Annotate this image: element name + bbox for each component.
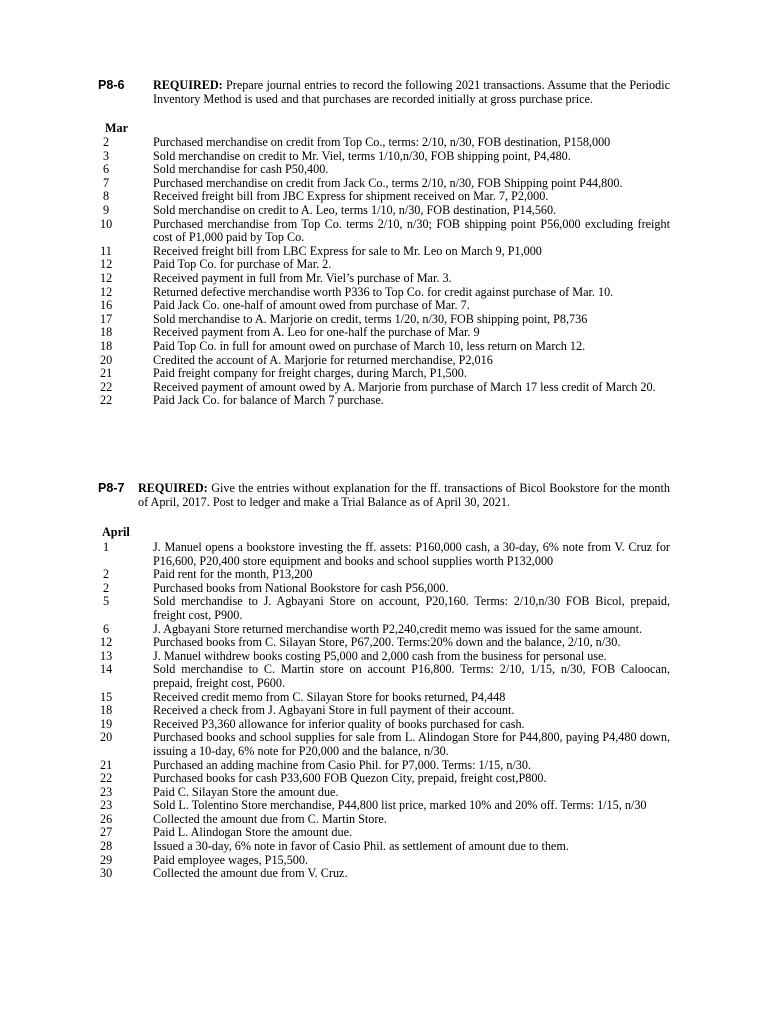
transaction-text: Paid rent for the month, P13,200	[153, 567, 313, 582]
transaction-text: Paid Jack Co. for balance of March 7 purchase.	[153, 393, 384, 408]
transaction-day	[0, 786, 112, 800]
problem-instructions	[138, 482, 670, 509]
transaction-row	[0, 299, 768, 313]
day-number: 21	[100, 366, 113, 381]
transaction-day	[0, 867, 112, 881]
transaction-text: J. Manuel opens a bookstore investing the ff. assets: P160,000 cash, a 30-day, 6% note from V. Cruz for P16,600, P20,400 store equipment and books and school supplies worth P132,000	[153, 540, 670, 568]
day-number: 10	[100, 216, 113, 231]
transaction-row	[0, 326, 768, 340]
day-number: 2	[102, 580, 110, 595]
day-number: 7	[102, 175, 110, 190]
transaction-row	[0, 840, 768, 854]
transaction-day	[0, 650, 112, 664]
day-number: 12	[100, 635, 113, 650]
transaction-row	[0, 204, 768, 218]
day-number: 18	[100, 703, 113, 718]
transaction-day	[0, 691, 112, 705]
transaction-text: Received freight bill from LBC Express for sale to Mr. Leo on March 9, P1,000	[153, 243, 542, 258]
transaction-text: Purchased books from National Bookstore for cash P56,000.	[153, 580, 449, 595]
transaction-list	[0, 541, 768, 881]
month-heading: April	[102, 525, 130, 539]
day-number: 20	[100, 352, 113, 367]
transaction-text: Received payment in full from Mr. Viel’s purchase of Mar. 3.	[153, 270, 452, 285]
transaction-day	[0, 731, 112, 758]
transaction-text: Collected the amount due from C. Martin Store.	[153, 811, 387, 826]
day-number: 2	[102, 135, 110, 149]
transaction-row	[0, 636, 768, 650]
day-number: 9	[102, 202, 110, 217]
transaction-row	[0, 136, 768, 150]
day-number: 19	[100, 716, 113, 731]
transaction-day	[0, 799, 112, 813]
transaction-day	[0, 258, 112, 272]
transaction-day	[0, 759, 112, 773]
transaction-row	[0, 650, 768, 664]
transaction-text: Purchased books and school supplies for sale from L. Alindogan Store for P44,800, paying P4,480 down, issuing a 10-day, 6% note for P20,000 and the balance, n/30.	[153, 730, 670, 758]
transaction-text: Sold merchandise to J. Agbayani Store on account, P20,160. Terms: 2/10,n/30 FOB Bicol, prepaid, freight cost, P900.	[153, 594, 670, 622]
day-number: 18	[100, 325, 113, 340]
transaction-text: Credited the account of A. Marjorie for returned merchandise, P2,016	[153, 352, 493, 367]
transaction-day	[0, 663, 112, 690]
transaction-day	[0, 541, 112, 568]
transaction-row	[0, 367, 768, 381]
required-label: REQUIRED:	[138, 481, 208, 495]
transaction-row	[0, 759, 768, 773]
transaction-text: Paid Jack Co. one-half of amount owed from purchase of Mar. 7.	[153, 298, 470, 313]
transaction-row	[0, 786, 768, 800]
transaction-text: Paid C. Silayan Store the amount due.	[153, 784, 339, 799]
transaction-row	[0, 826, 768, 840]
transaction-day	[0, 163, 112, 177]
day-number: 23	[100, 784, 113, 799]
transaction-row	[0, 704, 768, 718]
day-number: 12	[100, 270, 113, 285]
transaction-day	[0, 813, 112, 827]
transaction-day	[0, 272, 112, 286]
transaction-row	[0, 854, 768, 868]
transaction-day	[0, 136, 112, 150]
transaction-row	[0, 394, 768, 408]
transaction-row	[0, 799, 768, 813]
transaction-text: Sold L. Tolentino Store merchandise, P44,800 list price, marked 10% and 20% off. Terms: 1/15, n/30	[153, 798, 647, 813]
transaction-day	[0, 313, 112, 327]
transaction-text: Sold merchandise for cash P50,400.	[153, 162, 329, 177]
transaction-text: Purchased merchandise on credit from Jack Co., terms 2/10, n/30, FOB Shipping point P44,800.	[153, 175, 623, 190]
transaction-day	[0, 286, 112, 300]
transaction-row	[0, 568, 768, 582]
transaction-row	[0, 245, 768, 259]
day-number: 12	[100, 257, 113, 272]
day-number: 1	[102, 540, 110, 554]
transaction-day	[0, 299, 112, 313]
day-number: 12	[100, 284, 113, 299]
transaction-text: Purchased books from C. Silayan Store, P67,200. Terms:20% down and the balance, 2/10, n/30.	[153, 635, 621, 650]
day-number: 2	[102, 567, 110, 582]
required-text: Prepare journal entries to record the following 2021 transactions. Assume that the Periodic Inventory Method is used and that purchases are recorded initially at gross purchase price.	[153, 78, 670, 106]
transaction-text: Paid freight company for freight charges, during March, P1,500.	[153, 366, 467, 381]
transaction-day	[0, 826, 112, 840]
transaction-day	[0, 204, 112, 218]
transaction-row	[0, 354, 768, 368]
day-number: 6	[102, 162, 110, 177]
transaction-row	[0, 595, 768, 622]
transaction-text: Returned defective merchandise worth P336 to Top Co. for credit against purchase of Mar. 10.	[153, 284, 614, 299]
problem-instructions	[153, 79, 670, 106]
day-number: 22	[100, 771, 113, 786]
day-number: 22	[100, 393, 113, 408]
day-number: 22	[100, 379, 113, 394]
transaction-text: J. Agbayani Store returned merchandise worth P2,240,credit memo was issued for the same amount.	[153, 621, 643, 636]
transaction-day	[0, 623, 112, 637]
transaction-row	[0, 286, 768, 300]
transaction-row	[0, 718, 768, 732]
transaction-text: Received freight bill from JBC Express for shipment received on Mar. 7, P2,000.	[153, 189, 549, 204]
day-number: 20	[100, 730, 113, 745]
transaction-row	[0, 313, 768, 327]
transaction-day	[0, 354, 112, 368]
transaction-day	[0, 595, 112, 622]
transaction-day	[0, 394, 112, 408]
day-number: 30	[100, 866, 113, 881]
transaction-text: Received credit memo from C. Silayan Store for books returned, P4,448	[153, 689, 506, 704]
transaction-text: Sold merchandise on credit to Mr. Viel, terms 1/10,n/30, FOB shipping point, P4,480.	[153, 148, 571, 163]
transaction-text: Received payment of amount owed by A. Marjorie from purchase of March 17 less credit of March 20.	[153, 379, 656, 394]
day-number: 18	[100, 338, 113, 353]
transaction-text: Paid Top Co. for purchase of Mar. 2.	[153, 257, 332, 272]
transaction-day	[0, 718, 112, 732]
transaction-row	[0, 340, 768, 354]
transaction-day	[0, 840, 112, 854]
day-number: 6	[102, 621, 110, 636]
transaction-row	[0, 582, 768, 596]
transaction-row	[0, 150, 768, 164]
transaction-day	[0, 704, 112, 718]
transaction-day	[0, 582, 112, 596]
transaction-row	[0, 258, 768, 272]
problem-number: P8-6	[98, 78, 125, 92]
day-number: 8	[102, 189, 110, 204]
transaction-day	[0, 326, 112, 340]
day-number: 13	[100, 648, 113, 663]
transaction-row	[0, 691, 768, 705]
transaction-day	[0, 340, 112, 354]
transaction-day	[0, 636, 112, 650]
day-number: 29	[100, 852, 113, 867]
transaction-day	[0, 150, 112, 164]
day-number: 3	[102, 148, 110, 163]
transaction-row	[0, 541, 768, 568]
transaction-day	[0, 218, 112, 245]
transaction-row	[0, 663, 768, 690]
transaction-text: Purchased books for cash P33,600 FOB Quezon City, prepaid, freight cost,P800.	[153, 771, 547, 786]
transaction-text: Sold merchandise to C. Martin store on account P16,800. Terms: 2/10, 1/15, n/30, FOB Caloocan, prepaid, freight cost, P600.	[153, 662, 670, 690]
day-number: 23	[100, 798, 113, 813]
transaction-row	[0, 163, 768, 177]
day-number: 5	[102, 594, 110, 609]
transaction-text: Sold merchandise on credit to A. Leo, terms 1/10, n/30, FOB destination, P14,560.	[153, 202, 557, 217]
transaction-text: Purchased merchandise on credit from Top Co., terms: 2/10, n/30, FOB destination, P158,000	[153, 135, 611, 149]
transaction-row	[0, 772, 768, 786]
day-number: 28	[100, 839, 113, 854]
transaction-row	[0, 190, 768, 204]
day-number: 15	[100, 689, 113, 704]
transaction-day	[0, 367, 112, 381]
transaction-day	[0, 190, 112, 204]
transaction-day	[0, 245, 112, 259]
transaction-row	[0, 731, 768, 758]
day-number: 27	[100, 825, 113, 840]
day-number: 14	[100, 662, 113, 677]
day-number: 26	[100, 811, 113, 826]
transaction-row	[0, 623, 768, 637]
transaction-text: Paid L. Alindogan Store the amount due.	[153, 825, 353, 840]
transaction-day	[0, 854, 112, 868]
transaction-text: Paid Top Co. in full for amount owed on purchase of March 10, less return on March 12.	[153, 338, 586, 353]
day-number: 11	[100, 243, 112, 258]
transaction-day	[0, 568, 112, 582]
transaction-text: Sold merchandise to A. Marjorie on credit, terms 1/20, n/30, FOB shipping point, P8,736	[153, 311, 588, 326]
transaction-text: Received payment from A. Leo for one-half the purchase of Mar. 9	[153, 325, 480, 340]
transaction-list	[0, 136, 768, 408]
month-heading: Mar	[105, 121, 129, 135]
transaction-row	[0, 272, 768, 286]
required-label: REQUIRED:	[153, 78, 223, 92]
transaction-row	[0, 867, 768, 881]
required-text: Give the entries without explanation for the ff. transactions of Bicol Bookstore for the month of April, 2017. Post to ledger and make a Trial Balance as of April 30, 2021.	[138, 481, 670, 509]
transaction-text: Purchased merchandise from Top Co. terms 2/10, n/30; FOB shipping point P56,000 excluding freight cost of P1,000 paid by Top Co.	[153, 216, 670, 245]
transaction-text: Collected the amount due from V. Cruz.	[153, 866, 348, 881]
transaction-day	[0, 772, 112, 786]
problem-number: P8-7	[98, 481, 125, 495]
day-number: 17	[100, 311, 113, 326]
transaction-day	[0, 381, 112, 395]
transaction-day	[0, 177, 112, 191]
transaction-text: Received P3,360 allowance for inferior quality of books purchased for cash.	[153, 716, 525, 731]
day-number: 16	[100, 298, 113, 313]
transaction-text: Issued a 30-day, 6% note in favor of Casio Phil. as settlement of amount due to them.	[153, 839, 569, 854]
transaction-row	[0, 381, 768, 395]
transaction-row	[0, 813, 768, 827]
transaction-text: Received a check from J. Agbayani Store in full payment of their account.	[153, 703, 515, 718]
day-number: 21	[100, 757, 113, 772]
transaction-text: Paid employee wages, P15,500.	[153, 852, 309, 867]
transaction-row	[0, 177, 768, 191]
transaction-row	[0, 218, 768, 245]
transaction-text: Purchased an adding machine from Casio Phil. for P7,000. Terms: 1/15, n/30.	[153, 757, 532, 772]
transaction-text: J. Manuel withdrew books costing P5,000 and 2,000 cash from the business for personal use.	[153, 648, 607, 663]
